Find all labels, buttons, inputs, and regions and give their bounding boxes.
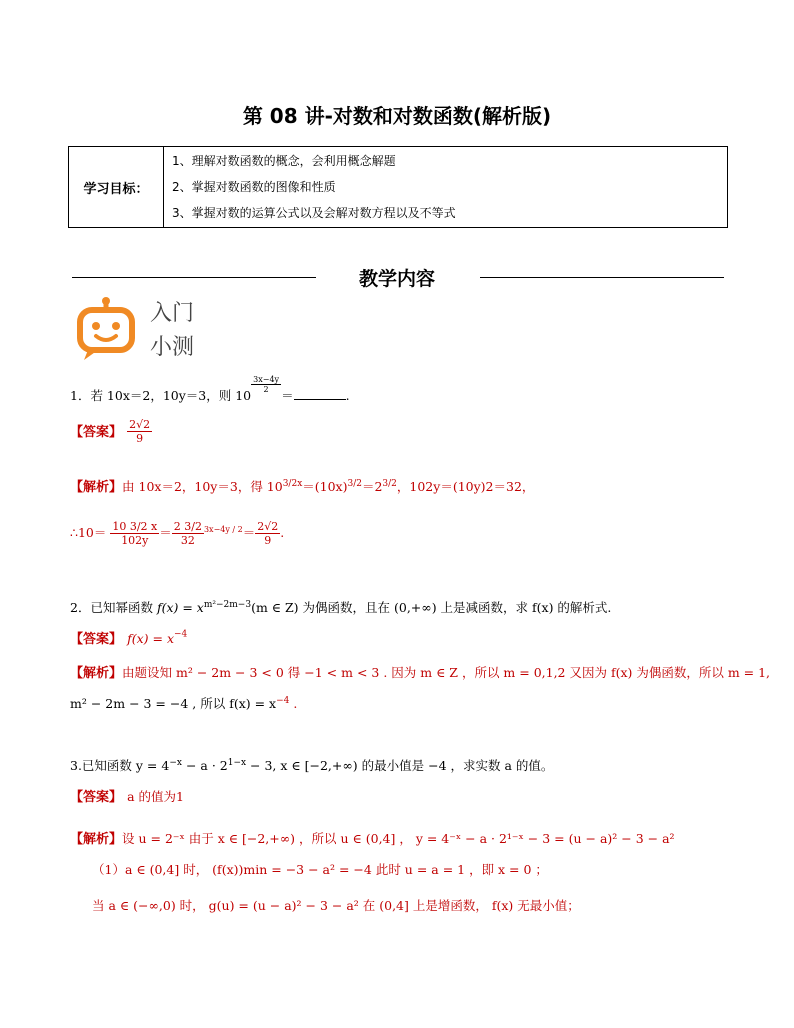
q3-analysis-line2: （1）a ∈ (0,4] 时， (f(x))min = −3 − a² = −4 此时 u = a = 1 ，即 x = 0 ； bbox=[92, 862, 548, 877]
q1-analysis-line2: ∴10＝ $\frac{10 3/2 x}{102y}$ ＝ $\frac{2 3/2}{32}$ $^{3x-4y / 2}$＝ $\frac{2√2}{9}$ . bbox=[70, 520, 285, 547]
logo-label-line1: 入门 bbox=[150, 301, 195, 326]
q2-analysis-line2: m² − 2m − 3 = −4 , 所以 $f(x) = x^{-4}$ . bbox=[70, 695, 298, 711]
q2-answer: 【答案】 $f(x) = x^{-4}$ bbox=[70, 629, 188, 647]
q2-analysis-line1: 【解析】由题设知 m² − 2m − 3 < 0 得 −1 < m < 3 . 因为 m ∈ Z ，所以 m = 0,1,2 又因为 f(x) 为偶函数，所以 m = 1, bbox=[70, 665, 771, 681]
q1-result: $\frac{2√2}{9}$ bbox=[257, 520, 279, 547]
q1-analysis-line1: 【解析】由 10x＝2，10y＝3，得 $10^{3/2x}=(10x)^{3/2}=2^{3/2}$，102y＝(10y)2＝32， bbox=[70, 478, 535, 495]
q1-frac2: $\frac{2 3/2}{32}$ bbox=[173, 520, 202, 547]
q1-answer: 【答案】 $\frac{2√2}{9}$ bbox=[70, 418, 151, 445]
goal-item-2: 2、掌握对数函数的图像和性质 bbox=[172, 180, 336, 194]
answer-blank bbox=[294, 387, 346, 400]
section-heading: 教学内容 bbox=[358, 268, 435, 290]
divider-right bbox=[480, 277, 724, 278]
goal-item-3: 3、掌握对数的运算公式以及会解对数方程以及不等式 bbox=[172, 206, 456, 220]
question-2: 2．已知幂函数 $f(x) = x^{m^2-2m-3}(m$ ∈ Z) 为偶函数，且在 (0,+∞) 上是减函数，求 f(x) 的解析式. bbox=[70, 599, 612, 615]
q1-exponent: $\frac{3x-4y}{2}$ bbox=[253, 375, 280, 394]
goal-item-1: 1、理解对数函数的概念，会利用概念解题 bbox=[172, 154, 396, 168]
q3-analysis-line1: 【解析】设 u = 2⁻ˣ 由于 x ∈ [−2,+∞) ，所以 u ∈ (0,4] ， y = 4⁻ˣ − a · 2¹⁻ˣ − 3 = (u − a)² − 3 − a² bbox=[70, 831, 675, 847]
q3-answer: 【答案】 a 的值为1 bbox=[70, 789, 184, 805]
learning-goals-table bbox=[68, 146, 728, 228]
question-1: 1．若 10x＝2，10y＝3，则 10 $\frac{3x-4y}{2}$ ＝ . bbox=[70, 375, 350, 403]
q1-frac1: $\frac{10 3/2 x}{102y}$ bbox=[112, 520, 158, 547]
q3-analysis-line3: 当 a ∈ (−∞,0) 时， g(u) = (u − a)² − 3 − a² 在 (0,4] 上是增函数， f(x) 无最小值； bbox=[92, 898, 580, 913]
logo-label-line2: 小测 bbox=[150, 335, 195, 360]
page-title: 第 08 讲-对数和对数函数(解析版) bbox=[242, 104, 552, 128]
q1-answer-value: $\frac{2√2}{9}$ bbox=[129, 418, 151, 445]
goals-list bbox=[164, 147, 728, 228]
goals-label: 学习目标： bbox=[69, 147, 164, 228]
question-3: 3.已知函数 $y = 4^{-x} - a \cdot 2^{1-x} - 3$, x ∈ [−2,+∞) 的最小值是 −4 ，求实数 a 的值。 bbox=[70, 757, 554, 773]
robot-face-icon bbox=[74, 296, 138, 362]
